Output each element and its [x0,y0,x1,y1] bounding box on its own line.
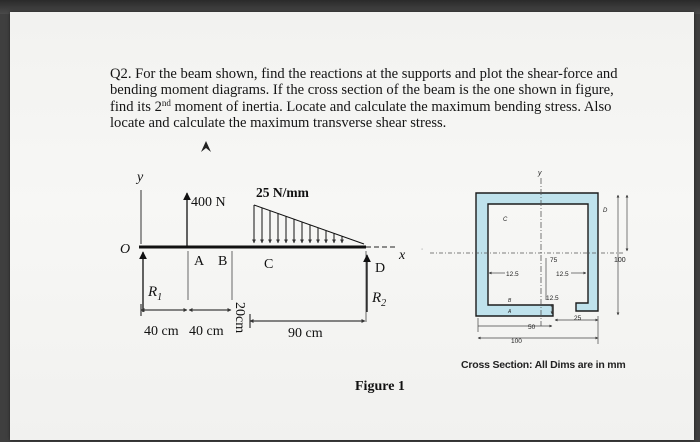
dim-12-5-bottom-label: 12.5 [546,295,559,302]
dim-50-label: 50 [528,324,536,331]
height-label: 100 [614,257,626,264]
dimension-40cm-2-label: 40 cm [189,324,224,339]
question-ordinal-suffix: nd [161,97,171,108]
reaction-1-label [147,284,162,303]
question-line-2: bending moment diagrams. If the cross section of the beam is the one shown in figure, [110,82,614,99]
beam-origin-label: O [120,242,131,257]
point-b-section-label: B [508,298,512,304]
section-y-axis-label: y [538,170,542,177]
point-d-label: D [375,261,386,276]
point-a-label: A [194,254,205,269]
cross-section-caption: Cross Section: All Dims are in mm [461,359,626,371]
distributed-load-label: 25 N/mm [256,185,309,200]
point-a-section-label: A [508,309,512,315]
beam-x-axis-label: x [399,248,406,263]
beam-y-axis-label: y [137,170,144,185]
question-line-3-end: moment of inertia. Locate and calculate the maximum bending stress. Also [170,98,612,115]
beam-diagram [120,170,406,394]
dimension-40cm-1-label: 40 cm [144,324,179,339]
cross-section-shape [476,193,598,316]
question-line-3-start: find its 2 [110,98,162,115]
reaction-2-symbol: R [372,290,382,306]
point-b-label: B [218,254,228,269]
question-line-4: locate and calculate the maximum transverse shear stress. [110,114,447,131]
mouse-cursor-icon [200,140,214,154]
point-load-label: 400 N [191,195,226,210]
reaction-1-subscript: 1 [157,292,163,303]
dimension-20cm-label: 20cm [232,302,247,334]
dim-25-label: 25 [574,315,582,322]
figure-caption: Figure 1 [355,379,405,394]
dimension-90cm-label: 90 cm [288,326,323,341]
centroid-label: C [503,217,508,223]
dim-12-5-left-label: 12.5 [506,271,519,278]
distributed-load-arrows [254,205,342,243]
depth-label: D [603,208,608,214]
dim-12-5-right-label: 12.5 [556,271,569,278]
cross-section-diagram [430,170,627,371]
dim-75-label: 75 [550,257,558,264]
question-line-1: Q2. For the beam shown, find the reactions at the supports and plot the shear-force and [110,66,618,82]
stray-mark: ⸱ [421,245,424,254]
point-c-label: C [264,257,274,272]
reaction-2-label [371,290,386,309]
reaction-1-symbol: R [148,284,158,300]
reaction-2-subscript: 2 [381,298,387,309]
dim-100-bottom-label: 100 [511,338,522,345]
